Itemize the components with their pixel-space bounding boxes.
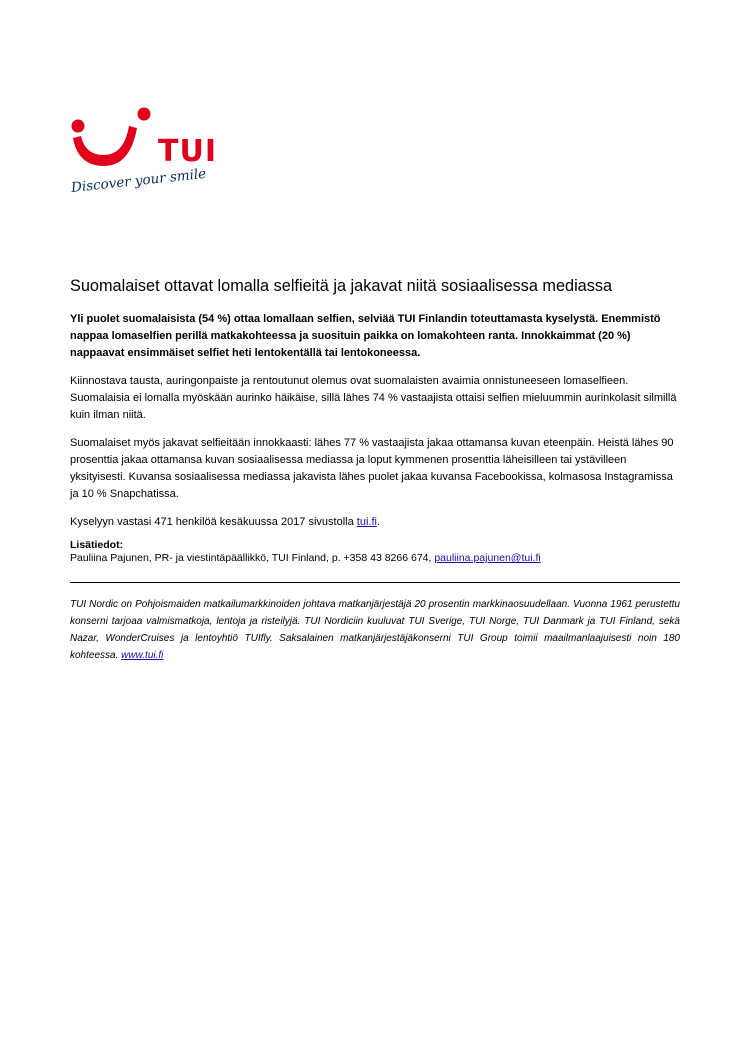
article-paragraph-1: Kiinnostava tausta, auringonpaiste ja rentoutunut olemus ovat suomalaisten avaimia onnistuneeseen lomaselfieen. Suomalaisia ei lomalla myöskään aurinko häikäise, sillä lähes 74 % vastaajista ottaisi selfien mieluummin aurinkolasit silmillä kuin ilman niitä. [70,375,677,421]
tui-fi-link[interactable]: tui.fi [356,516,377,528]
logo-tagline: Discover your smile [70,165,207,196]
www-tui-fi-link[interactable]: www.tui.fi [121,650,164,661]
logo-wordmark: TUI [158,134,217,169]
press-release [70,277,680,664]
article-lead: Yli puolet suomalaisista (54 %) ottaa lomallaan selfien, selviää TUI Finlandin toteuttamasta kyselystä. Enemmistö nappaa lomaselfien perillä matkakohteessa ja suosituin paikka on lomakohteen ranta. Innokkaimmat (20 %) nappaavat ensimmäiset selfiet heti lentokentällä tai lentokoneessa. [70,313,661,359]
contact-email-link[interactable]: pauliina.pajunen@tui.fi [434,552,541,564]
survey-end: . [376,516,381,528]
contact-info [70,552,680,565]
boilerplate-text: TUI Nordic on Pohjoismaiden matkailumarkkinoiden johtava matkanjärjestäjä 20 prosentin markkinaosuudellaan. Vuonna 1961 perustettu konserni tarjoaa valmismatkoja, lentoja ja risteilyjä. TUI Nordiciin kuuluvat TUI Sverige, TUI Norge, TUI Danmark ja TUI Finland, sekä Nazar, WonderCruises ja lentoyhtiö TUIfly. Saksalainen matkanjärjestäjäkonserni TUI Group toimii maailmanlaajuisesti noin 180 kohteessa. [70,599,680,661]
article-title: Suomalaiset ottavat lomalla selfieitä ja jakavat niitä sosiaalisessa mediassa [70,277,613,295]
survey-paragraph [70,514,680,531]
article-paragraph-2: Suomalaiset myös jakavat selfieitään innokkaasti: lähes 77 % vastaajista jakaa ottamansa kuvan eteenpäin. Heistä lähes 90 prosenttia jakaa ottamansa kuvan sosiaalisessa mediassa ja loput kymmenen prosenttia läheisilleen tai ystävilleen yksityisesti. Kuvansa sosiaalisessa mediassa jakavista lähes puolet jakaa kuvansa Facebookissa, kolmasosa Instagramissa ja 10 % Snapchatissa. [70,437,674,500]
company-boilerplate [70,596,680,664]
tui-smile-logo-icon [68,104,158,168]
contact-text: Pauliina Pajunen, PR- ja viestintäpäällikkö, TUI Finland, p. +358 43 8266 674, [70,552,435,564]
tui-logo [68,104,238,214]
survey-text: Kyselyyn vastasi 471 henkilöä kesäkuussa 2017 sivustolla [70,516,357,528]
divider [70,582,680,583]
contact-label: Lisätiedot: [70,539,124,551]
